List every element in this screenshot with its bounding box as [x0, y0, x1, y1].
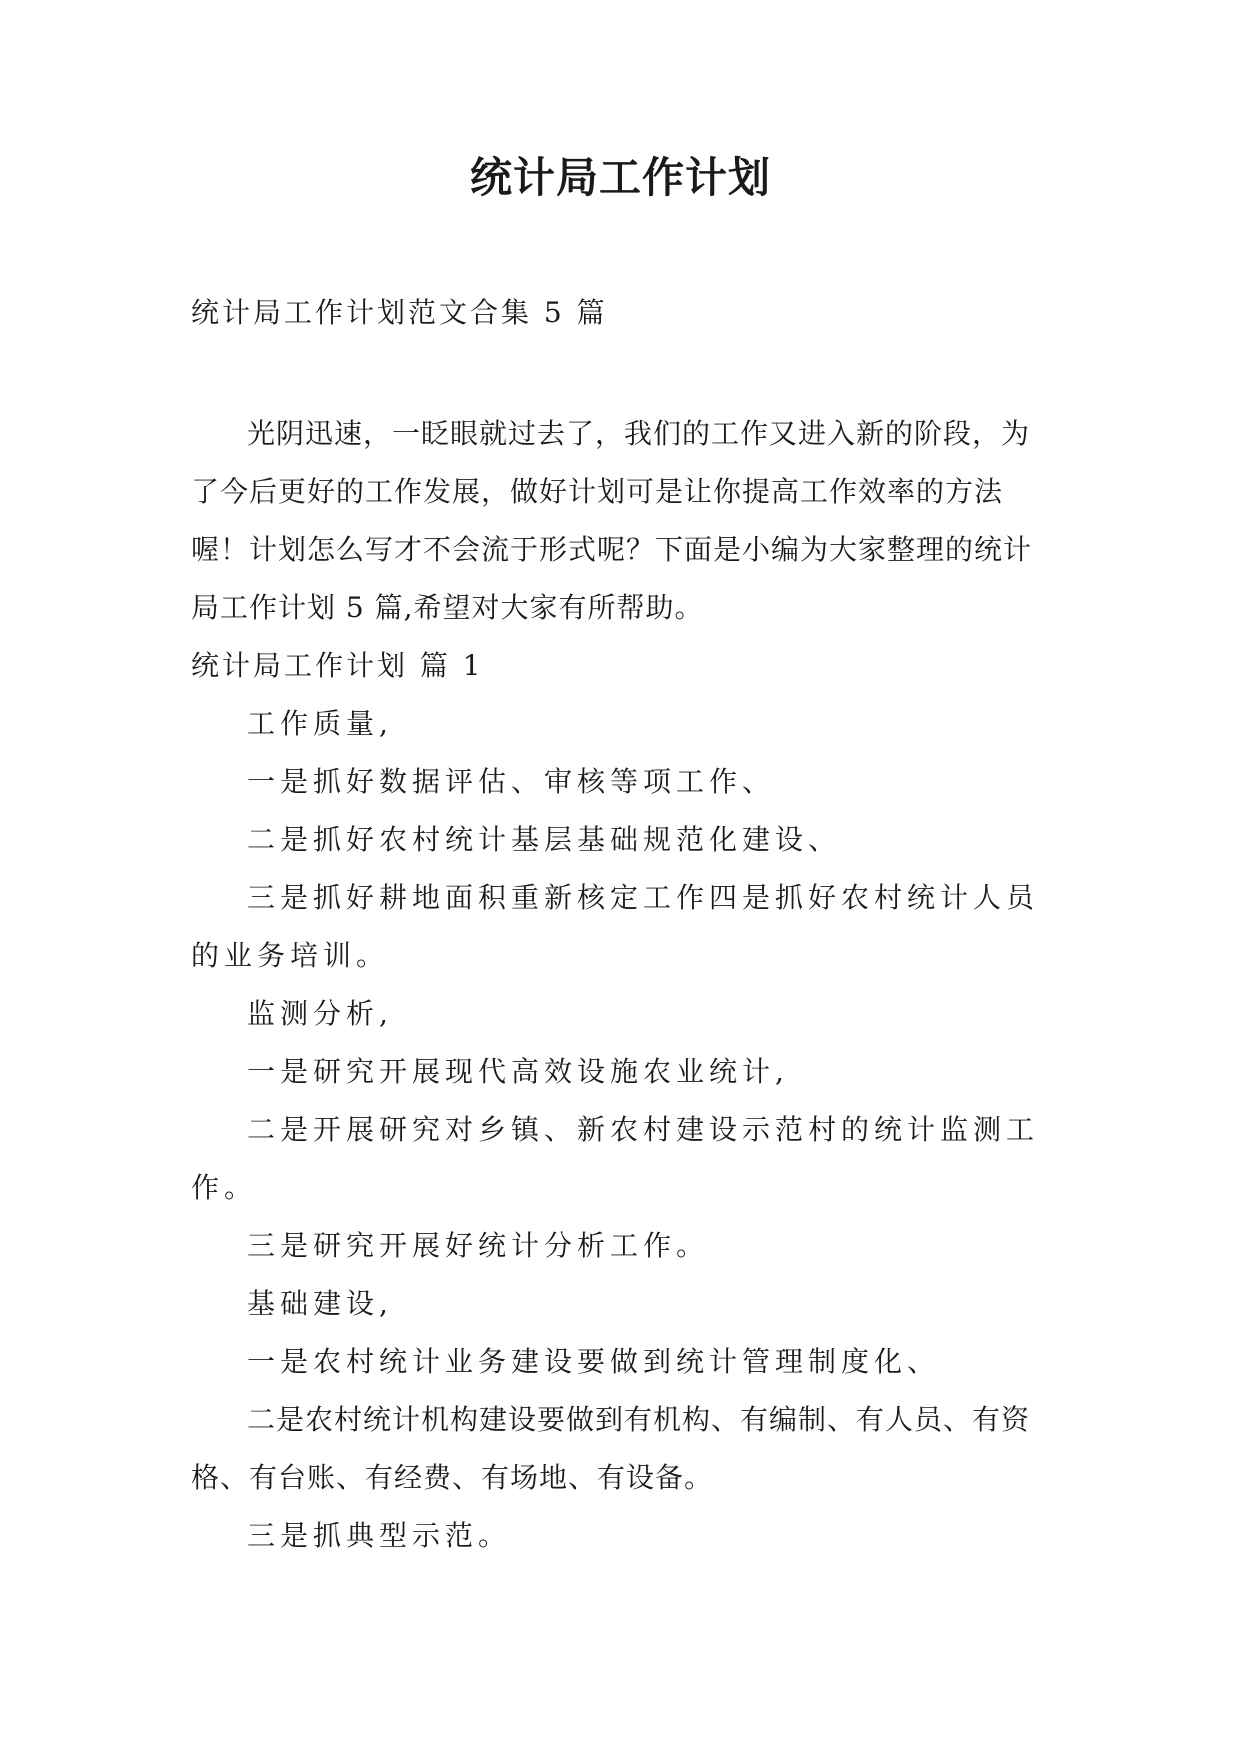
body-paragraph: 三是抓典型示范。: [247, 1519, 512, 1552]
body-paragraph: 二是抓好农村统计基层基础规范化建设、: [247, 823, 842, 856]
body-paragraph: 一是抓好数据评估、审核等项工作、: [247, 765, 776, 798]
body-paragraph: 一是研究开展现代高效设施农业统计,: [247, 1055, 789, 1088]
body-paragraph: 二是开展研究对乡镇、新农村建设示范村的统计监测工作。: [191, 1113, 1040, 1204]
document-body: [191, 405, 1049, 1565]
body-paragraph: 二是农村统计机构建设要做到有机构、有编制、有人员、有资格、有台账、有经费、有场地、有设备。: [191, 1403, 1031, 1494]
body-paragraph: 工作质量,: [247, 707, 393, 740]
section-heading: 统计局工作计划 篇 1: [191, 649, 484, 682]
document-title: 统计局工作计划: [469, 153, 771, 202]
body-paragraph: 基础建设,: [247, 1287, 393, 1320]
body-paragraph: 一是农村统计业务建设要做到统计管理制度化、: [247, 1345, 941, 1378]
body-paragraph: 监测分析,: [247, 997, 393, 1030]
body-paragraph: 三是抓好耕地面积重新核定工作四是抓好农村统计人员的业务培训。: [191, 881, 1040, 972]
document-subtitle: 统计局工作计划范文合集 5 篇: [191, 296, 608, 329]
body-paragraph: 三是研究开展好统计分析工作。: [247, 1229, 710, 1262]
intro-paragraph: 光阴迅速，一眨眼就过去了，我们的工作又进入新的阶段，为了今后更好的工作发展，做好计划可是让你提高工作效率的方法喔！计划怎么写才不会流于形式呢？下面是小编为大家整理的统计局工作计划 5 篇,希望对大家有所帮助。: [191, 417, 1033, 624]
